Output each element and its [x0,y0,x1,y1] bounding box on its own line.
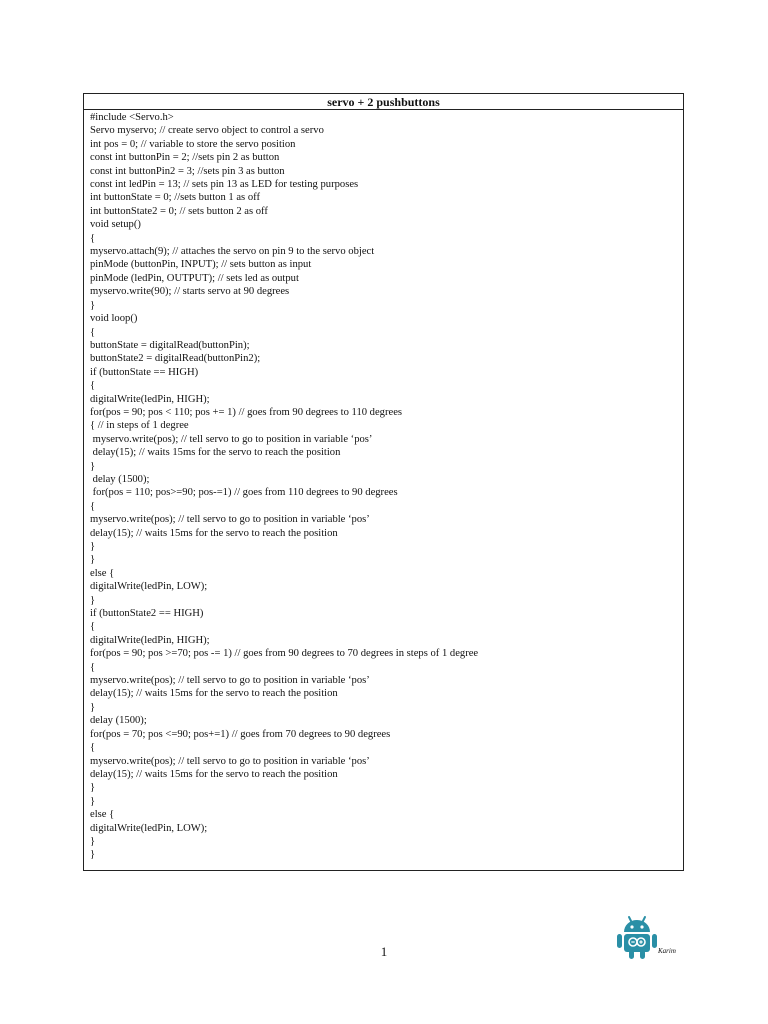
code-line: digitalWrite(ledPin, HIGH); [90,634,210,646]
code-line: const int buttonPin = 2; //sets pin 2 as button [90,152,280,164]
code-line: delay (1500); [90,715,147,727]
code-line: } [90,460,96,472]
code-line: digitalWrite(ledPin, LOW); [90,581,208,593]
code-line: { [90,742,96,754]
code-line: if (buttonState2 == HIGH) [90,608,204,620]
code-line: } [90,554,96,566]
code-line: digitalWrite(ledPin, HIGH); [90,393,210,405]
code-line: } [90,795,96,807]
code-line: { [90,500,96,512]
code-line: void loop() [90,313,138,325]
logo-signature: Karim [658,947,676,955]
code-line: myservo.write(90); // starts servo at 90 degrees [90,286,290,298]
code-line: myservo.write(pos); // tell servo to go to position in variable ‘pos’ [90,675,370,687]
android-robot-icon [616,914,658,960]
code-line: Servo myservo; // create servo object to control a servo [90,125,324,137]
code-line: else { [90,567,115,579]
code-line: myservo.write(pos); // tell servo to go to position in variable ‘pos’ [90,433,373,445]
code-line: delay(15); // waits 15ms for the servo to reach the position [90,688,338,700]
code-listing-box [83,93,684,871]
code-line: delay(15); // waits 15ms for the servo to reach the position [90,527,338,539]
code-line: const int buttonPin2 = 3; //sets pin 3 as button [90,165,285,177]
code-line: } [90,782,96,794]
code-line: myservo.write(pos); // tell servo to go to position in variable ‘pos’ [90,755,370,767]
code-line: int pos = 0; // variable to store the servo position [90,138,296,150]
code-lines [84,110,683,862]
page-number: 1 [380,944,388,959]
code-line: } [90,541,96,552]
code-line: { [90,232,96,244]
code-line: myservo.write(pos); // tell servo to go to position in variable ‘pos’ [90,514,370,526]
code-line: for(pos = 110; pos>=90; pos-=1) // goes from 110 degrees to 90 degrees [90,487,398,499]
code-line: delay(15); // waits 15ms for the servo to reach the position [90,768,338,780]
code-line: } [90,835,96,847]
code-line: } [90,299,96,311]
code-line: { [90,621,96,633]
code-line: { [90,326,96,338]
code-line: digitalWrite(ledPin, LOW); [90,822,208,834]
code-line: { [90,380,96,392]
code-line: } [90,594,96,606]
logo [616,914,686,962]
code-line: else { [90,809,115,821]
code-line: int buttonState2 = 0; // sets button 2 as off [90,205,268,217]
code-line: const int ledPin = 13; // sets pin 13 as LED for testing purposes [90,179,359,191]
code-line: delay (1500); [90,473,150,485]
code-line: } [90,849,96,861]
code-line: int buttonState = 0; //sets button 1 as off [90,192,260,204]
code-line: pinMode (buttonPin, INPUT); // sets button as input [90,259,312,271]
code-title: servo + 2 pushbuttons [84,94,683,110]
code-line: delay(15); // waits 15ms for the servo to reach the position [90,447,341,459]
code-line: void setup() [90,219,141,231]
code-line: buttonState = digitalRead(buttonPin); [90,339,250,351]
code-line: { // in steps of 1 degree [90,420,189,432]
code-line: for(pos = 90; pos < 110; pos += 1) // goes from 90 degrees to 110 degrees [90,406,403,418]
code-line: } [90,701,96,713]
code-line: for(pos = 90; pos >=70; pos -= 1) // goes from 90 degrees to 70 degrees in steps of 1 degree [90,648,479,660]
code-line: if (buttonState == HIGH) [90,366,199,378]
code-line: buttonState2 = digitalRead(buttonPin2); [90,353,261,365]
code-line: for(pos = 70; pos <=90; pos+=1) // goes from 70 degrees to 90 degrees [90,728,391,740]
code-line: #include <Servo.h> [90,112,174,123]
code-line: pinMode (ledPin, OUTPUT); // sets led as output [90,272,299,284]
code-line: myservo.attach(9); // attaches the servo on pin 9 to the servo object [90,246,375,258]
code-line: { [90,661,96,673]
